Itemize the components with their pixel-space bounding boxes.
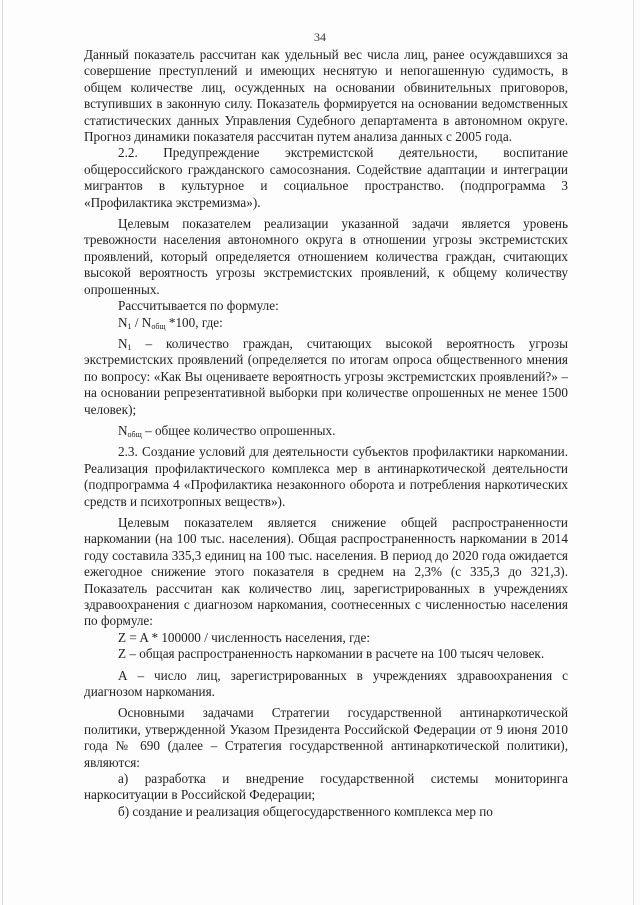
- definition-n1-symbol: N: [118, 335, 128, 351]
- formula-separator: /: [131, 314, 142, 330]
- list-item-b: б) создание и реализация общегосударственного комплекса мер по: [118, 803, 493, 819]
- formula-n1-symbol: N: [118, 314, 128, 330]
- section-2-2-heading: 2.2. Предупреждение экстремистской деятельности, воспитание общероссийского гражданского самосознания. Содействие адаптации и интеграции мигрантов в культурное и социальное пространство. (подпрограмма 3 «Профилактика экстремизма»).: [84, 145, 568, 210]
- definition-n-total-subscript: общ: [127, 429, 142, 439]
- page-number: 34: [314, 30, 326, 44]
- definition-n1: [84, 336, 568, 418]
- scan-edge-right: [633, 0, 634, 905]
- formula-n1-subscript: 1: [127, 321, 132, 331]
- formula-intro: Рассчитывается по формуле:: [118, 298, 279, 314]
- paragraph-indicator-description: Данный показатель рассчитан как удельный вес числа лиц, ранее осуждавшихся за совершение преступлений и имеющих неснятую и непогашенную судимость, в общем количестве лиц, осужденных на основании обвинительных приговоров, вступивших в законную силу. Показатель формируется на основании ведомственных статистических данных Управления Судебного департамента в автономном округе. Прогноз динамики показателя рассчитан путем анализа данных с 2005 года.: [84, 47, 568, 145]
- definition-z: Z – общая распространенность наркомании в расчете на 100 тысяч человек.: [118, 646, 545, 662]
- section-2-3-heading: 2.3. Создание условий для деятельности субъектов профилактики наркомании. Реализация профилактического комплекса мер в антинаркотической деятельности (подпрограмма 4 «Профилактика незаконного оборота и потребления наркотических средств и психотропных веществ»).: [84, 444, 568, 509]
- definition-n-total: [84, 423, 568, 439]
- definition-n-total-symbol: N: [118, 422, 128, 438]
- formula-extremism: [84, 315, 568, 331]
- formula-drug-prevalence: Z = A * 100000 / численность населения, где:: [118, 629, 371, 645]
- list-item-a: а) разработка и внедрение государственной системы мониторинга наркоситуации в Российской Федерации;: [84, 771, 568, 803]
- definition-n1-subscript: 1: [127, 342, 132, 352]
- formula-rest: *100, где:: [165, 314, 223, 330]
- paragraph-strategy-tasks: Основными задачами Стратегии государственной антинаркотической политики, утвержденной Указом Президента Российской Федерации от 9 июня 2010 года № 690 (далее – Стратегия государственной антинаркотической политики), являются:: [84, 705, 568, 770]
- definition-a: А – число лиц, зарегистрированных в учреждениях здравоохранения с диагнозом наркомания.: [84, 667, 568, 700]
- formula-n2-subscript: общ: [151, 321, 166, 331]
- definition-n1-text: – количество граждан, считающих высокой вероятность угрозы экстремистских проявлений (определяется по итогам опроса общественного мнения по вопросу: «Как Вы оцениваете вероятность угрозы экстремистских проявлений?» – на основании репрезентативной выборки при количестве опрошенных не менее 1500 человек);: [84, 335, 568, 417]
- document-body: [84, 47, 568, 820]
- scan-edge-left: [2, 0, 3, 905]
- paragraph-extremism-indicator: Целевым показателем реализации указанной задачи является уровень тревожности населения автономного округа в отношении угрозы экстремистских проявлений, который определяется отношением количества граждан, считающих высокой вероятность угрозы экстремистских проявлений, к общему количеству опрошенных.: [84, 216, 568, 297]
- formula-n2-symbol: N: [141, 314, 152, 330]
- paragraph-drug-indicator: Целевым показателем является снижение общей распространенности наркомании (на 100 тыс. населения). Общая распространенность наркомании в 2014 году составила 335,3 единиц на 100 тыс. населения. В период до 2020 года ожидается ежегодное снижение этого показателя в среднем на 2,3% (с 335,3 до 321,3). Показатель рассчитан как количество лиц, зарегистрированных в учреждениях здравоохранения с диагнозом наркомания, соотнесенных с численностью населения по формуле:: [84, 514, 568, 629]
- definition-n-total-text: – общее количество опрошенных.: [141, 422, 336, 438]
